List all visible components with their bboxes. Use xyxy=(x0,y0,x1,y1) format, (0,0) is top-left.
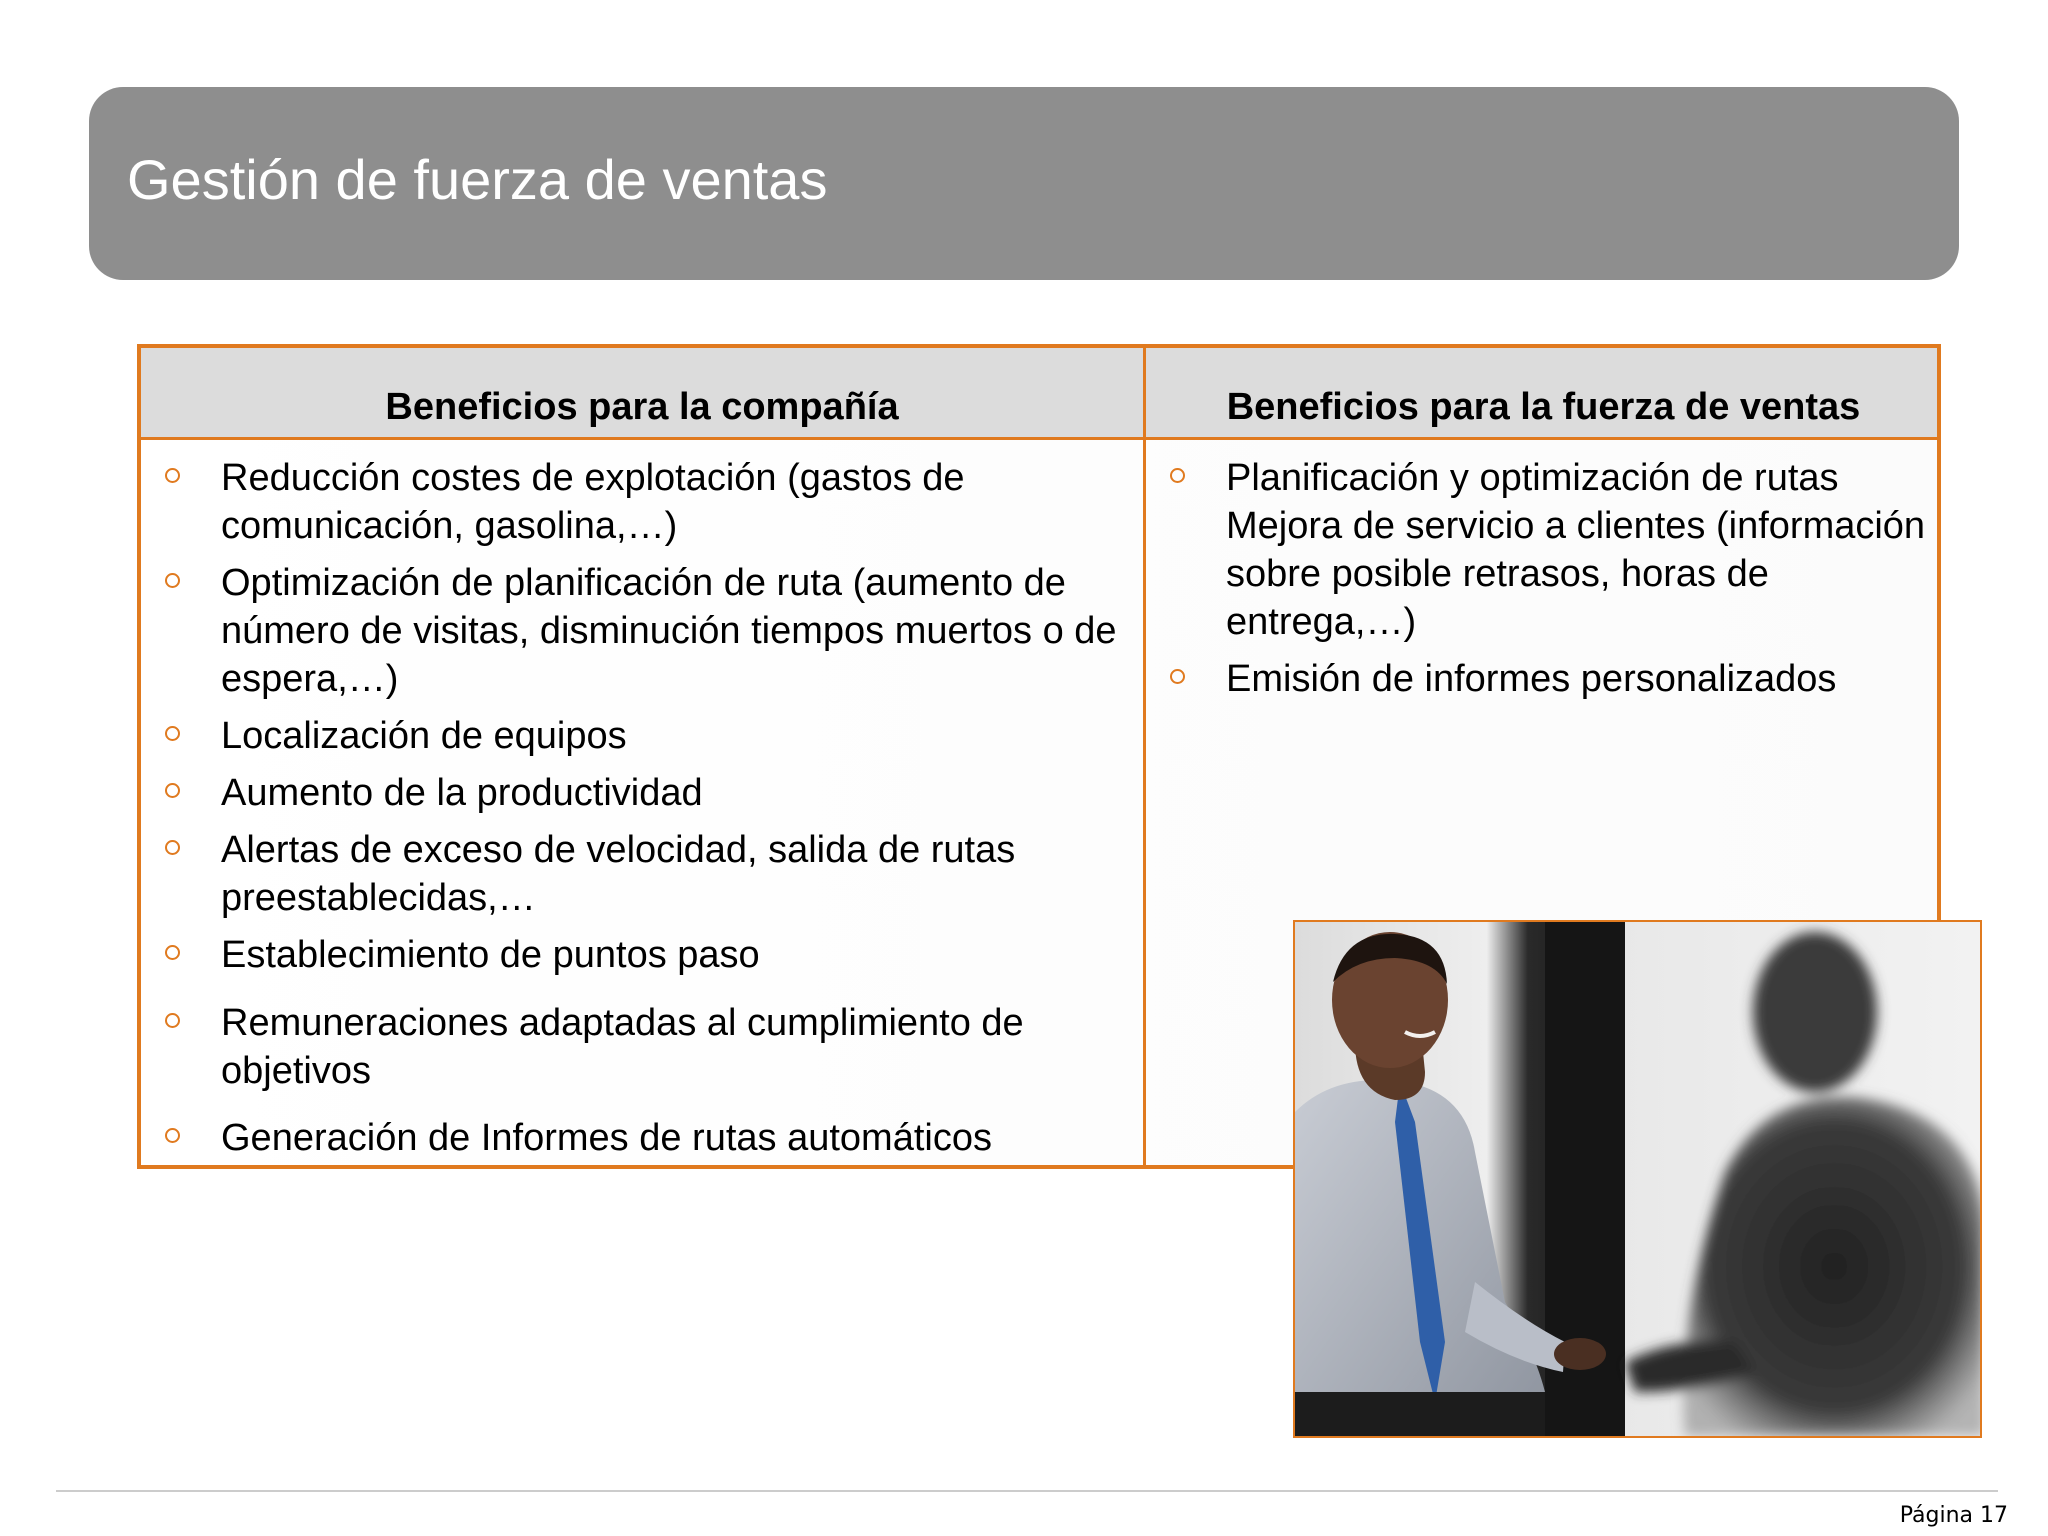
company-benefits-list xyxy=(141,454,1143,1162)
list-item-text: Optimización de planificación de ruta (aumento de número de visitas, disminución tiempos muertos o de espera,…) xyxy=(221,562,1117,700)
list-item-text: Reducción costes de explotación (gastos de comunicación, gasolina,…) xyxy=(221,457,965,547)
title-bar xyxy=(89,87,1959,280)
slide-title: Gestión de fuerza de ventas xyxy=(127,148,828,211)
list-item-text: Emisión de informes personalizados xyxy=(1226,658,1837,700)
list-item-text: Alertas de exceso de velocidad, salida de rutas preestablecidas,… xyxy=(221,829,1016,919)
salesforce-benefits-list xyxy=(1146,454,1941,703)
circle-bullet-icon xyxy=(165,945,180,960)
header-salesforce-benefits: Beneficios para la fuerza de ventas xyxy=(1226,386,1861,428)
circle-bullet-icon xyxy=(165,1128,180,1143)
list-item xyxy=(1146,655,1926,703)
list-item xyxy=(141,769,1161,817)
list-item xyxy=(141,454,1161,550)
list-item-text: Planificación y optimización de rutas Mejora de servicio a clientes (información sobre posible retrasos, horas de entrega,…) xyxy=(1226,457,1926,643)
circle-bullet-icon xyxy=(1170,468,1185,483)
list-item-text: Localización de equipos xyxy=(221,715,627,757)
list-item xyxy=(141,999,1161,1095)
footer-divider xyxy=(56,1490,1998,1492)
circle-bullet-icon xyxy=(1170,669,1185,684)
circle-bullet-icon xyxy=(165,1013,180,1028)
handshake-photo xyxy=(1293,920,1982,1438)
list-item xyxy=(141,931,1161,979)
circle-bullet-icon xyxy=(165,783,180,798)
list-item-text: Aumento de la productividad xyxy=(221,772,703,814)
list-item xyxy=(141,712,1161,760)
list-item-text: Remuneraciones adaptadas al cumplimiento de objetivos xyxy=(221,1002,1024,1092)
list-item-text: Generación de Informes de rutas automáticos xyxy=(221,1117,992,1159)
handshake-illustration xyxy=(1295,922,1980,1436)
table-header-row xyxy=(141,348,1937,440)
list-item-text: Establecimiento de puntos paso xyxy=(221,934,760,976)
circle-bullet-icon xyxy=(165,726,180,741)
circle-bullet-icon xyxy=(165,573,180,588)
header-company-benefits: Beneficios para la compañía xyxy=(385,386,899,428)
circle-bullet-icon xyxy=(165,840,180,855)
circle-bullet-icon xyxy=(165,468,180,483)
list-item xyxy=(1146,454,1926,646)
page-number: Página 17 xyxy=(1899,1503,2008,1528)
list-item xyxy=(141,826,1161,922)
list-item xyxy=(141,559,1161,703)
list-item xyxy=(141,1114,1161,1162)
